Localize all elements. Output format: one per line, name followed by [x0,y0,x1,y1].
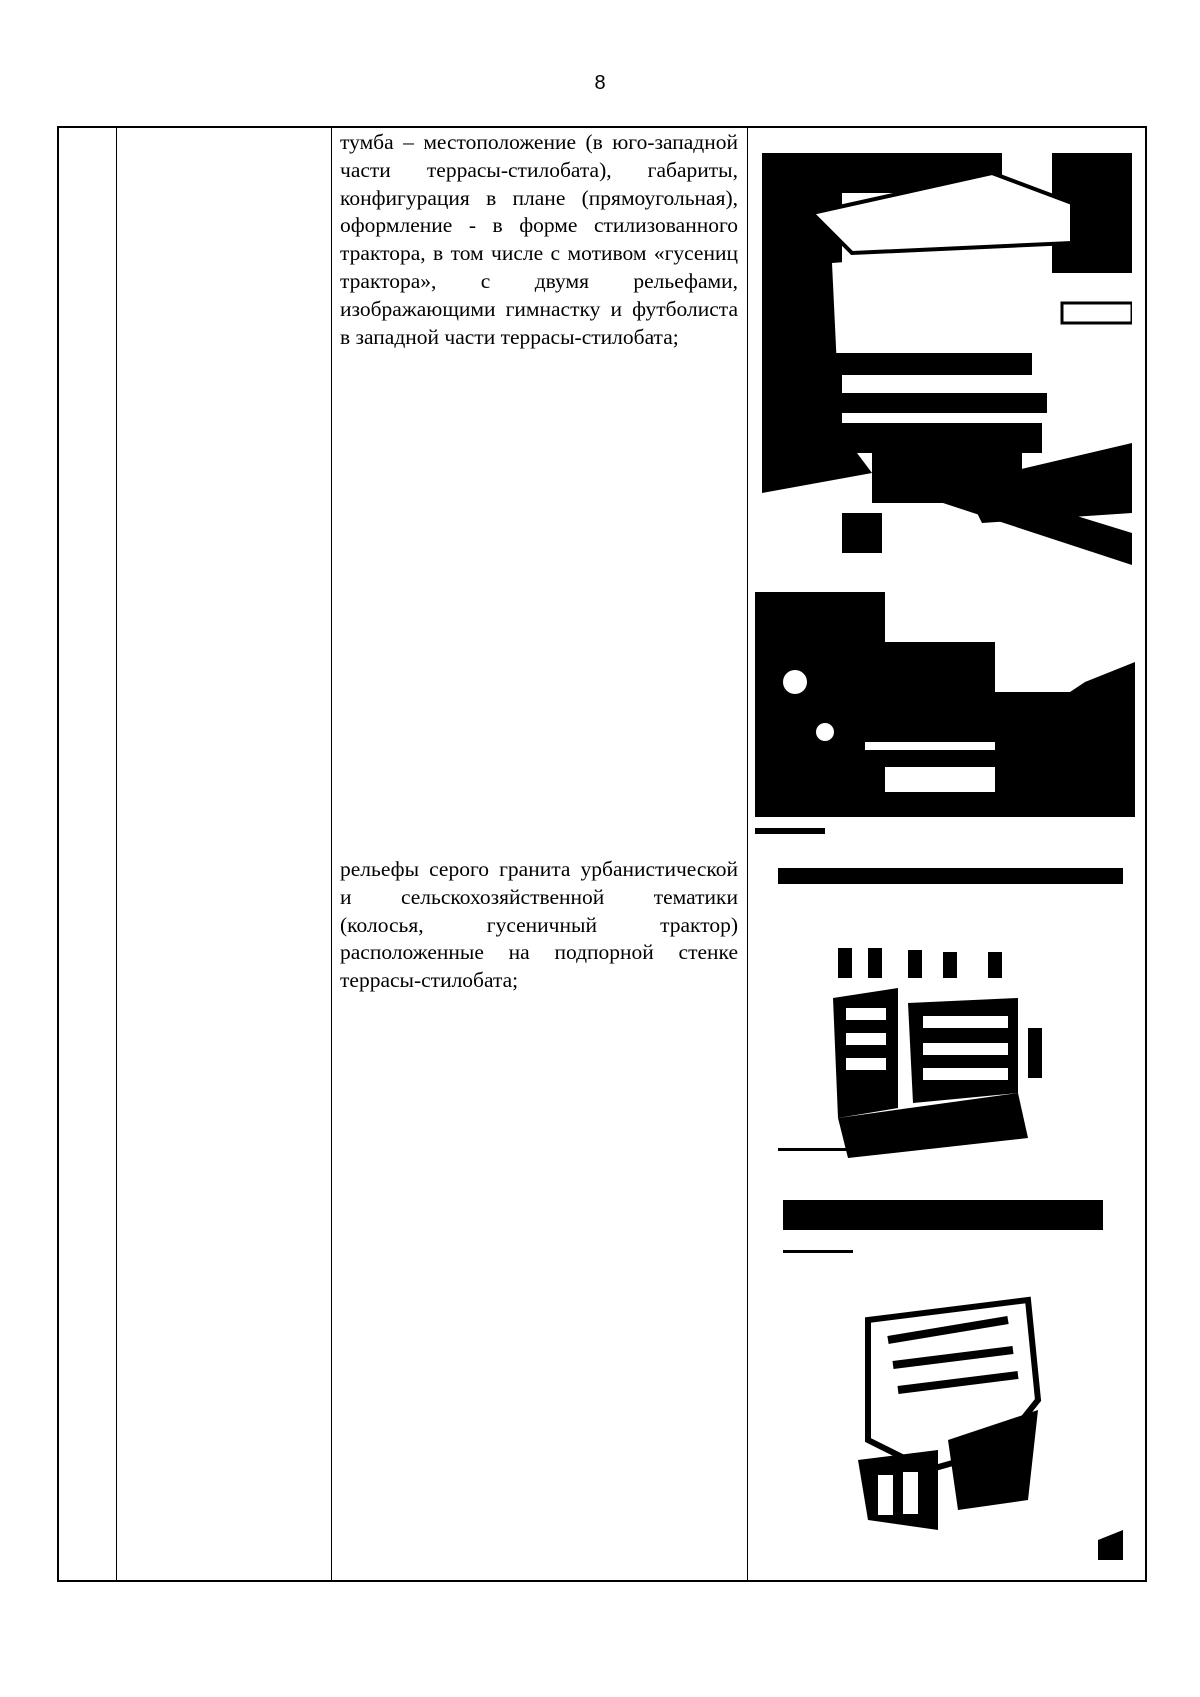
column-divider [331,128,332,1580]
description-reliefs: рельефы серого гранита урбанистической и сельскохозяйственной тематики (колосья, гусеничный трактор) расположенные на подпорной стенке террасы-стилобата; [340,857,738,993]
column-divider [116,128,117,1580]
tumba-tractor-photo-1 [762,153,1132,565]
relief-ears-photo [778,1200,1128,1580]
column-divider [747,128,748,1580]
tumba-tractor-photo-2 [755,592,1135,844]
page-number: 8 [594,72,606,94]
relief-tractor-photo [778,868,1123,1174]
description-tumba: тумба – местоположение (в юго-западной части террасы-стилобата), габариты, конфигурация в плане (прямоугольная), оформление - в форме стилизованного трактора, в том числе с мотивом «гусениц трактора», с двумя рельефами, изображающими гимнастку и футболиста в западной части террасы-стилобата; [340,130,738,349]
